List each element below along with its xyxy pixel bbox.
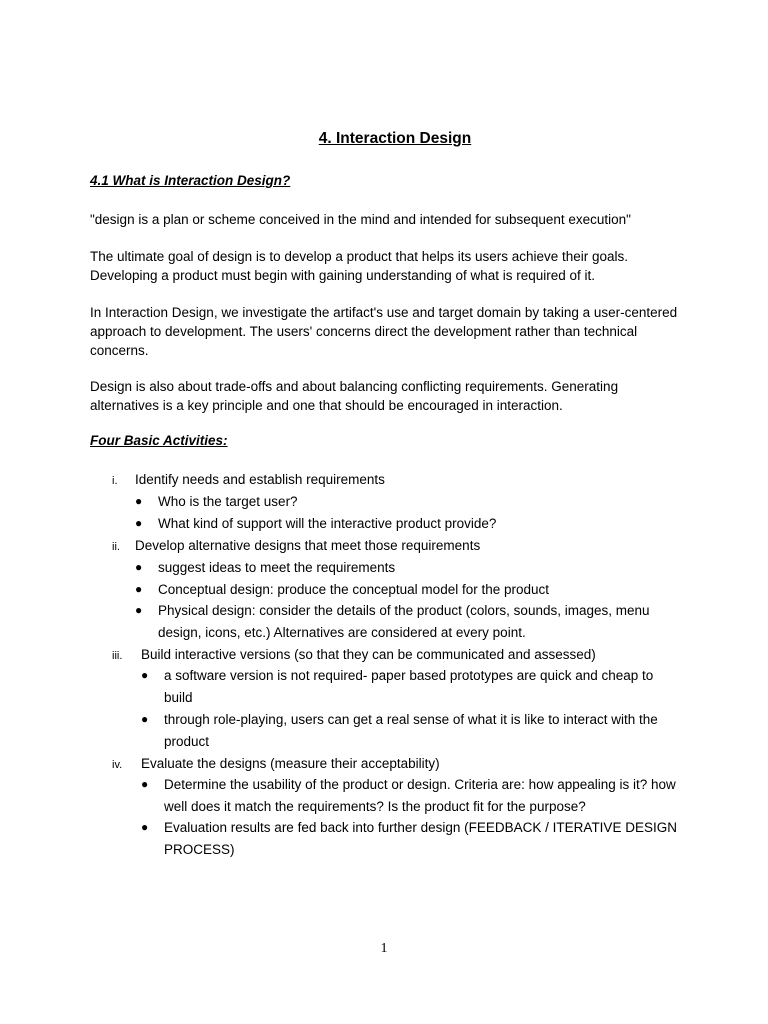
activity-item xyxy=(112,469,692,493)
bullet-text: through role-playing, users can get a real sense of what it is like to interact with the product xyxy=(164,712,658,749)
activity-bullet xyxy=(141,817,684,860)
activity-text: Build interactive versions (so that they can be communicated and assessed) xyxy=(141,647,596,662)
bullet-text: Who is the target user? xyxy=(158,494,298,509)
activity-item xyxy=(112,644,692,668)
bullet-text: a software version is not required- paper based prototypes are quick and cheap to build xyxy=(164,668,654,705)
bullet-icon: ● xyxy=(135,494,143,508)
activity-item xyxy=(112,753,692,777)
bullet-text: Conceptual design: produce the conceptual model for the product xyxy=(158,582,550,597)
activity-bullet xyxy=(141,774,684,817)
activity-bullet xyxy=(135,557,698,579)
paragraph-goal: The ultimate goal of design is to develop a product that helps its users achieve their goals. Developing a product must begin with gaining understanding of what is required of it. xyxy=(90,249,629,283)
bullet-icon: ● xyxy=(135,582,143,596)
definition-quote: "design is a plan or scheme conceived in the mind and intended for subsequent execution" xyxy=(90,212,631,227)
bullet-text: What kind of support will the interactive product provide? xyxy=(158,516,497,531)
activity-numeral: i. xyxy=(112,475,118,487)
paragraph-user-centered: In Interaction Design, we investigate the artifact's use and target domain by taking a user-centered approach to development. The users' concerns direct the development rather than technical concerns. xyxy=(90,305,678,358)
activity-bullet xyxy=(135,513,698,535)
activity-bullet xyxy=(135,600,668,643)
bullet-text: Determine the usability of the product or design. Criteria are: how appealing is it? how well does it match the requirements? Is the product fit for the purpose? xyxy=(164,777,676,814)
activity-numeral: iii. xyxy=(112,650,123,662)
bullet-icon: ● xyxy=(141,820,149,834)
page-title: 4. Interaction Design xyxy=(318,130,472,147)
bullet-text: suggest ideas to meet the requirements xyxy=(158,560,396,575)
activity-text: Identify needs and establish requirements xyxy=(135,472,385,487)
bullet-text: Evaluation results are fed back into further design (FEEDBACK / ITERATIVE DESIGN PROCESS) xyxy=(164,820,677,857)
activity-bullet xyxy=(135,579,698,601)
activity-text: Evaluate the designs (measure their acceptability) xyxy=(141,756,440,771)
bullet-icon: ● xyxy=(141,668,149,682)
paragraph-tradeoffs: Design is also about trade-offs and about balancing conflicting requirements. Generating alternatives is a key principle and one that should be encouraged in interaction. xyxy=(90,379,619,413)
section-heading: 4.1 What is Interaction Design? xyxy=(90,173,291,188)
bullet-text: Physical design: consider the details of the product (colors, sounds, images, menu design, icons, etc.) Alternatives are considered at every point. xyxy=(158,603,650,640)
bullet-icon: ● xyxy=(135,603,143,617)
bullet-icon: ● xyxy=(135,516,143,530)
page-number: 1 xyxy=(380,941,388,956)
activity-item xyxy=(112,535,692,559)
activity-bullet xyxy=(141,709,684,752)
activity-numeral: ii. xyxy=(112,541,120,553)
activity-bullet xyxy=(135,491,698,513)
activity-numeral: iv. xyxy=(112,759,123,771)
activity-text: Develop alternative designs that meet those requirements xyxy=(135,538,481,553)
bullet-icon: ● xyxy=(135,560,143,574)
activities-heading: Four Basic Activities: xyxy=(90,433,228,448)
bullet-icon: ● xyxy=(141,777,149,791)
activity-bullet xyxy=(141,665,684,708)
bullet-icon: ● xyxy=(141,712,149,726)
